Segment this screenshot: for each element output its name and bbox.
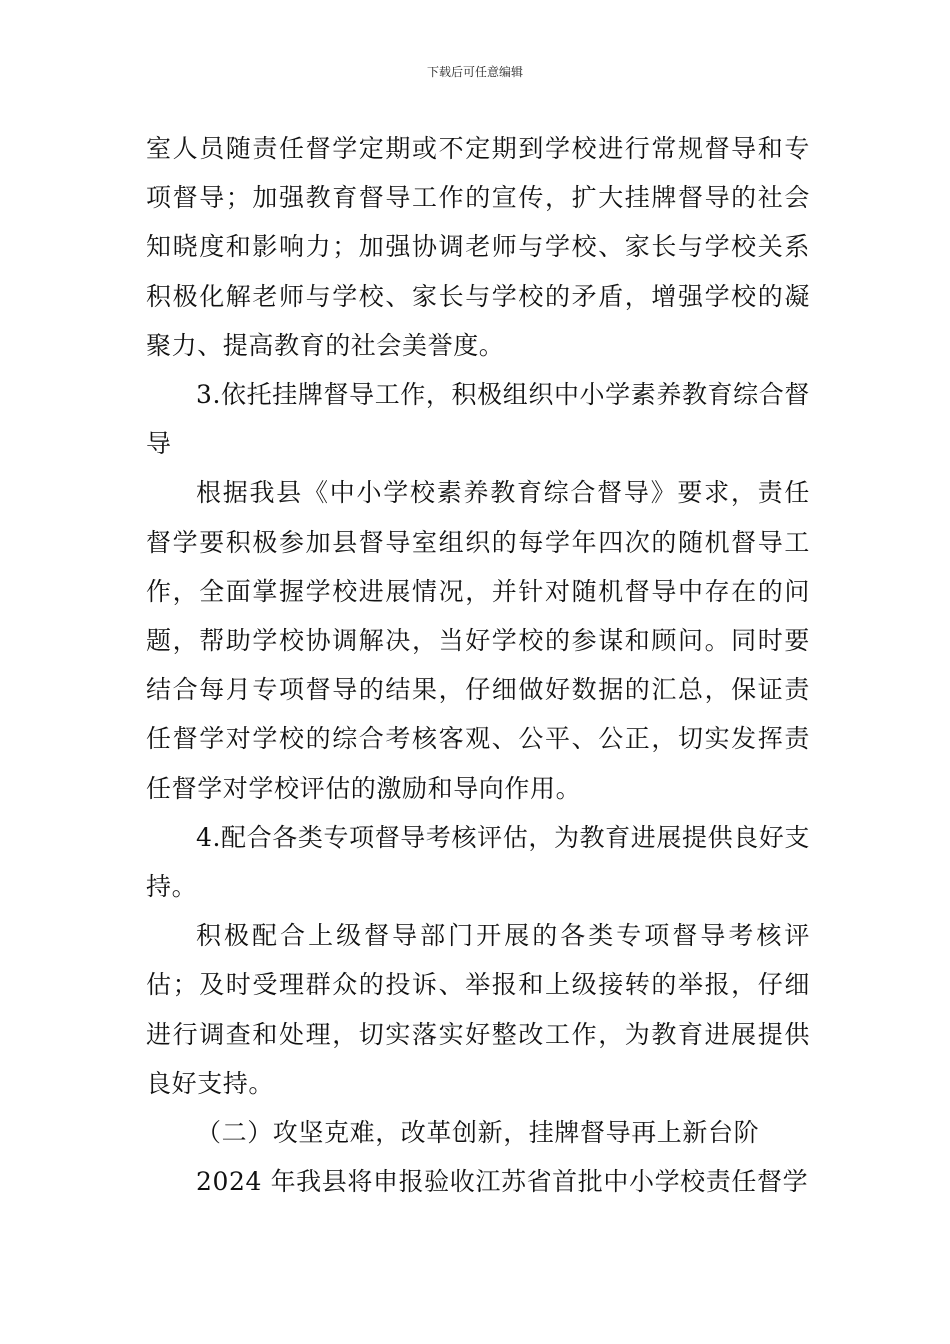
paragraph-subsection-2: 2024 年我县将申报验收江苏省首批中小学校责任督学 xyxy=(196,1167,809,1197)
paragraph-section-4: 积极配合上级督导部门开展的各类专项督导考核评估；及时受理群众的投诉、举报和上级接转的举报，仔细进行调查和处理，切实落实好整改工作，为教育进展提供良好支持。 xyxy=(146,921,810,1098)
paragraph-continued: 室人员随责任督学定期或不定期到学校进行常规督导和专项督导；加强教育督导工作的宣传，扩大挂牌督导的社会知晓度和影响力；加强协调老师与学校、家长与学校关系积极化解老师与学校、家长与学校的矛盾，增强学校的凝聚力、提高教育的社会美誉度。 xyxy=(146,134,810,360)
section-heading-3: 3.依托挂牌督导工作，积极组织中小学素养教育综合督导 xyxy=(146,380,810,459)
document-body xyxy=(146,124,810,1206)
page-header: 下载后可任意编辑 xyxy=(426,65,523,79)
subsection-heading-2: （二）攻坚克难，改革创新，挂牌督导再上新台阶 xyxy=(196,1118,760,1148)
section-heading-4: 4.配合各类专项督导考核评估，为教育进展提供良好支持。 xyxy=(146,822,810,902)
paragraph-section-3: 根据我县《中小学校素养教育综合督导》要求，责任督学要积极参加县督导室组织的每学年四次的随机督导工作，全面掌握学校进展情况，并针对随机督导中存在的问题，帮助学校协调解决，当好学校的参谋和顾问。同时要结合每月专项督导的结果，仔细做好数据的汇总，保证责任督学对学校的综合考核客观、公平、公正，切实发挥责任督学对学校评估的激励和导向作用。 xyxy=(146,478,810,803)
